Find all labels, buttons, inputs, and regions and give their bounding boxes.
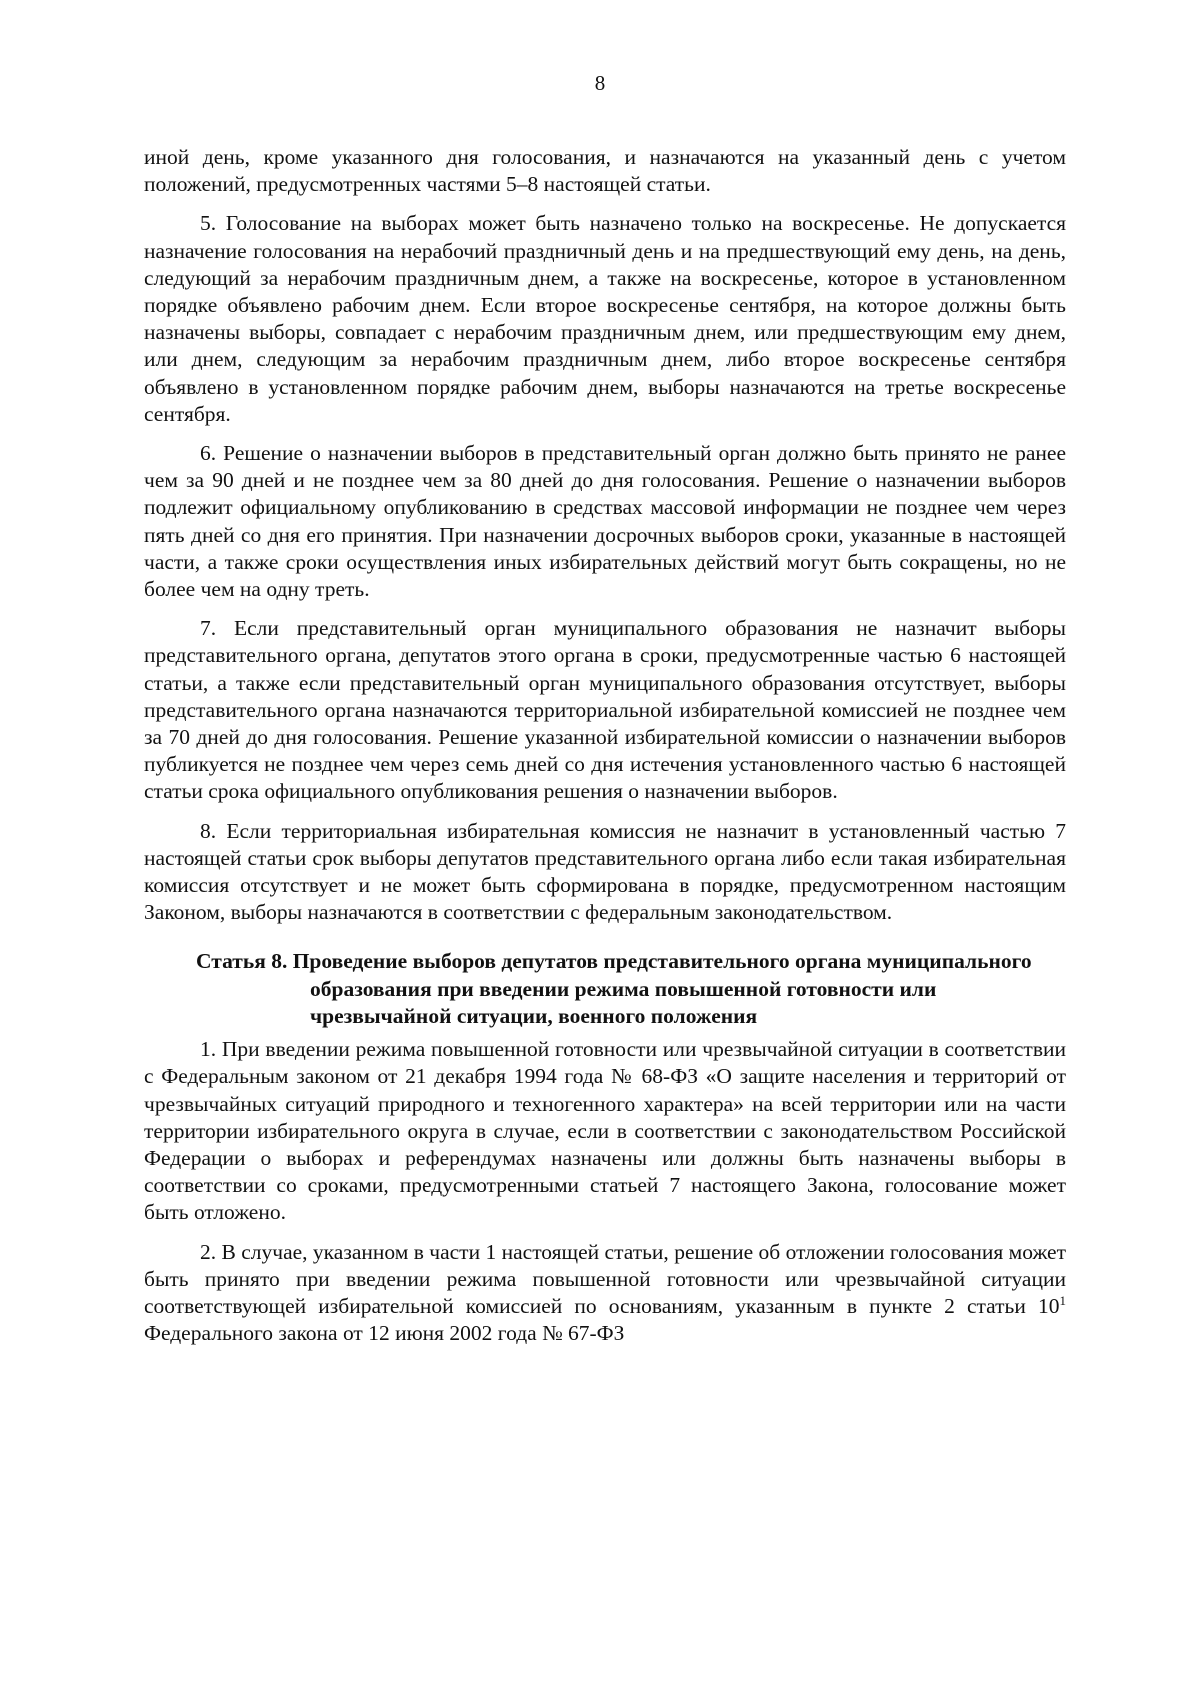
paragraph-2-text-continued: Федерального закона от 12 июня 2002 года № 67-ФЗ [144,1321,625,1346]
paragraph-part-8: 8. Если территориальная избирательная комиссия не назначит в установленный частью 7 настоящей статьи срок выборы депутатов представительного органа либо если такая избирательная комиссия отсутствует и не может быть сформирована в порядке, предусмотренном настоящим Законом, выборы назначаются в соответствии с федеральным законодательством. [144,818,1066,925]
article-8-heading: Статья 8. Проведение выборов депутатов представительного органа муниципального образования при введении режима повышенной готовности или чрезвычайной ситуации, военного положения [196,949,1032,1028]
article-8-paragraph-2 [144,1239,1066,1348]
article-superscript: 1 [1059,1292,1066,1308]
paragraph-continuation: иной день, кроме указанного дня голосования, и назначаются на указанный день с учетом положений, предусмотренных частями 5–8 настоящей статьи. [144,145,1066,197]
article-8-paragraph-1: 1. При введении режима повышенной готовности или чрезвычайной ситуации в соответствии с Федеральным законом от 21 декабря 1994 года № 68-ФЗ «О защите населения и территорий от чрезвычайных ситуаций природного и техногенного характера» на всей территории или на части территории избирательного округа в случае, если в соответствии с законодательством Российской Федерации о выборах и референдумах назначены или должны быть назначены выборы в соответствии со сроками, предусмотренными статьей 7 настоящего Закона, голосование может быть отложено. [144,1037,1066,1225]
paragraph-part-7: 7. Если представительный орган муниципального образования не назначит выборы представительного органа, депутатов этого органа в сроки, предусмотренные частью 6 настоящей статьи, а также если представительный орган муниципального образования отсутствует, выборы представительного органа назначаются территориальной избирательной комиссией не позднее чем за 70 дней до дня голосования. Решение указанной избирательной комиссии о назначении выборов публикуется не позднее чем через семь дней со дня истечения установленного частью 6 настоящей статьи срока официального опубликования решения о назначении выборов. [144,616,1066,804]
paragraph-part-5: 5. Голосование на выборах может быть назначено только на воскресенье. Не допускается назначение голосования на нерабочий праздничный день и на предшествующий ему день, на день, следующий за нерабочим праздничным днем, а также на воскресенье, которое в установленном порядке объявлено рабочим днем. Если второе воскресенье сентября, на которое должны быть назначены выборы, совпадает с нерабочим праздничным днем, или предшествующим ему днем, или днем, следующим за нерабочим праздничным днем, либо второе воскресенье сентября объявлено в установленном порядке рабочим днем, выборы назначаются на третье воскресенье сентября. [144,211,1066,426]
document-body [144,144,1066,1359]
page-number: 8 [594,71,606,95]
paragraph-2-text: 2. В случае, указанном в части 1 настоящей статьи, решение об отложении голосования может быть принято при введении режима повышенной готовности или чрезвычайной ситуации соответствующей избирательной комиссией по основаниям, указанным в пункте 2 статьи 10 [144,1239,1066,1318]
paragraph-part-6: 6. Решение о назначении выборов в представительный орган должно быть принято не ранее чем за 90 дней и не позднее чем за 80 дней до дня голосования. Решение о назначении выборов подлежит официальному опубликованию в средствах массовой информации не позднее чем через пять дней со дня его принятия. При назначении досрочных выборов сроки, указанные в настоящей части, а также сроки осуществления иных избирательных действий могут быть сокращены, но не более чем на одну треть. [144,441,1066,602]
